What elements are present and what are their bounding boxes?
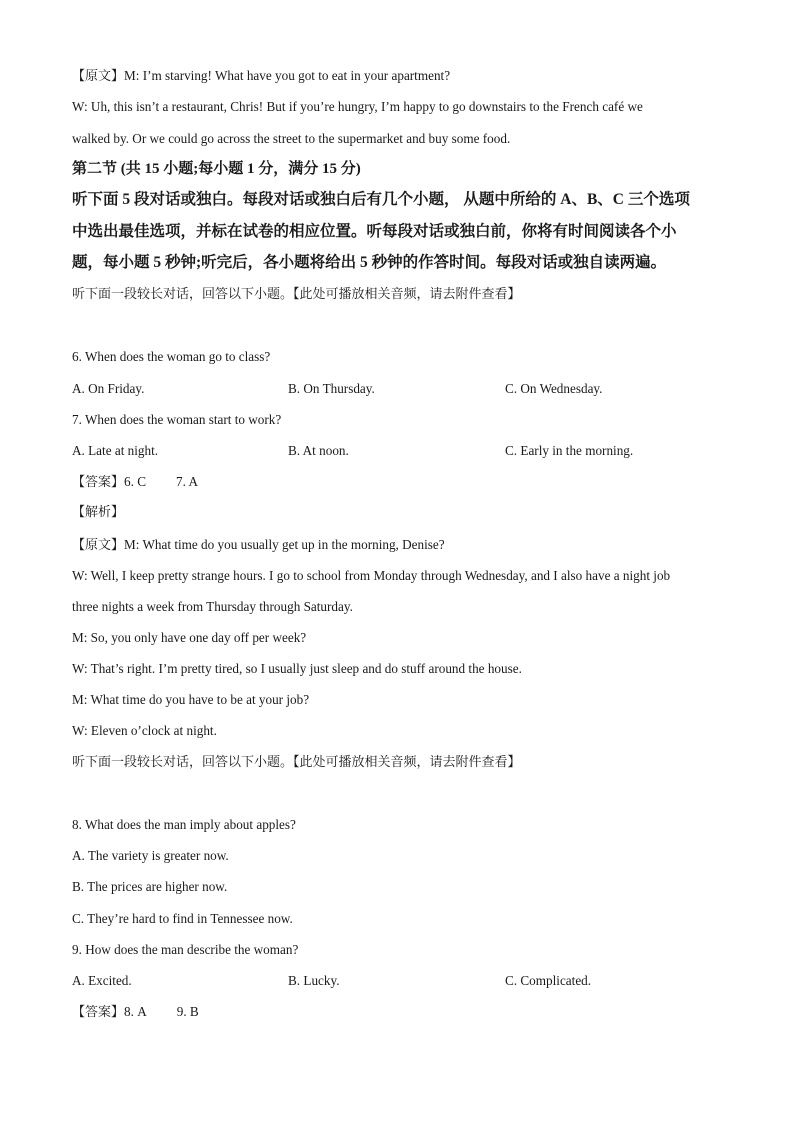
question-8-option-c: C. They’re hard to find in Tennessee now. [72, 911, 293, 926]
passage1-line1: 【原文】M: I’m starving! What have you got to eat in your apartment? [72, 68, 451, 84]
question-9-option-c: C. Complicated. [505, 973, 592, 988]
question-6-option-b: B. On Thursday. [288, 381, 375, 396]
section-instruction-2: 中选出最佳选项，并标在试卷的相应位置。听每段对话或独白前，你将有时间阅读各个小 [72, 223, 677, 240]
question-9-option-a: A. Excited. [72, 973, 132, 988]
question-7-option-b: B. At noon. [288, 443, 349, 458]
question-9-option-b: B. Lucky. [288, 973, 340, 988]
passage2-line3: three nights a week from Thursday through Saturday. [72, 599, 353, 614]
passage1-line2: W: Uh, this isn’t a restaurant, Chris! But if you’re hungry, I’m happy to go downstairs to the French café we [72, 99, 643, 114]
question-7-option-c: C. Early in the morning. [505, 443, 634, 458]
question-7-option-a: A. Late at night. [72, 443, 159, 458]
passage2-line4: M: So, you only have one day off per week? [72, 630, 307, 645]
passage2-line1: 【原文】M: What time do you usually get up in the morning, Denise? [72, 537, 445, 553]
section-instruction-3: 题，每小题 5 秒钟;听完后，各小题将给出 5 秒钟的作答时间。每段对话或独自读两遍。 [72, 254, 667, 271]
question-8-stem: 8. What does the man imply about apples? [72, 817, 296, 832]
passage2-line5: W: That’s right. I’m pretty tired, so I usually just sleep and do stuff around the house. [72, 661, 522, 676]
question-8-option-a: A. The variety is greater now. [72, 848, 229, 863]
passage2-line2: W: Well, I keep pretty strange hours. I go to school from Monday through Wednesday, and I also have a night job [72, 568, 671, 583]
question-6-stem: 6. When does the woman go to class? [72, 349, 271, 364]
question-6-option-c: C. On Wednesday. [505, 381, 603, 396]
listen-note-1: 听下面一段较长对话，回答以下小题。【此处可播放相关音频，请去附件查看】 [72, 287, 521, 302]
original-tag: 【原文】 [72, 538, 125, 553]
answer-line-2 [72, 1003, 199, 1022]
answer-tag: 【答案】 [72, 1005, 125, 1020]
answer-line-1 [72, 473, 198, 492]
answer-8: 8. A [124, 1004, 147, 1019]
passage2-line7: W: Eleven o’clock at night. [72, 723, 217, 738]
answer-6: 6. C [124, 474, 146, 489]
question-9-stem: 9. How does the man describe the woman? [72, 942, 299, 957]
question-6-option-a: A. On Friday. [72, 381, 145, 396]
answer-tag: 【答案】 [72, 475, 125, 490]
answer-7: 7. A [176, 474, 198, 489]
listen-note-2: 听下面一段较长对话，回答以下小题。【此处可播放相关音频，请去附件查看】 [72, 755, 521, 770]
passage2-line6: M: What time do you have to be at your job? [72, 692, 310, 707]
passage1-line3: walked by. Or we could go across the street to the supermarket and buy some food. [72, 131, 511, 146]
section-title: 第二节 (共 15 小题;每小题 1 分，满分 15 分) [72, 161, 361, 177]
analysis-tag: 【解析】 [72, 505, 125, 520]
question-8-option-b: B. The prices are higher now. [72, 879, 228, 894]
answer-9: 9. B [176, 1004, 199, 1019]
original-tag: 【原文】 [72, 69, 125, 84]
section-instruction-1: 听下面 5 段对话或独白。每段对话或独白后有几个小题， 从题中所给的 A、B、C 三个选项 [72, 191, 690, 208]
question-7-stem: 7. When does the woman start to work? [72, 412, 282, 427]
